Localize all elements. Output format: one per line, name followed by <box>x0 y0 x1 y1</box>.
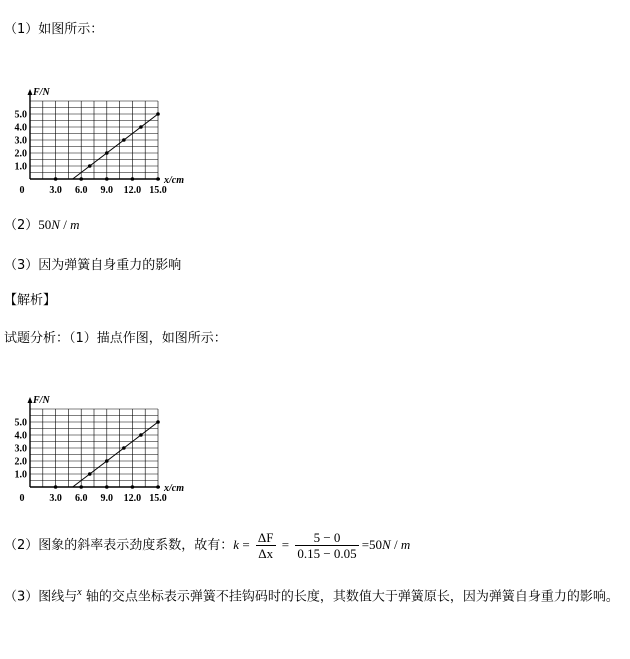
data-point <box>131 177 135 181</box>
force-extension-graph-2 <box>0 366 200 506</box>
y-axis-arrow <box>28 89 33 95</box>
x-axis-label: x/cm <box>164 175 184 186</box>
x-tick-label: 15.0 <box>149 185 167 196</box>
y-tick-label: 3.0 <box>14 443 27 455</box>
formula-frac1-numerator: ΔF <box>257 530 274 545</box>
data-point <box>139 433 143 437</box>
y-tick-label: 2.0 <box>14 456 27 468</box>
data-point <box>131 485 135 489</box>
data-point <box>156 485 160 489</box>
y-axis-arrow <box>28 397 33 403</box>
data-point <box>88 164 92 168</box>
answer-part2-unit-n: N <box>51 217 60 232</box>
analysis-part2 <box>4 528 410 563</box>
x-tick-label: 3.0 <box>49 185 62 196</box>
analysis-part3-b: 轴的交点坐标表示弹簧不挂钩码时的长度，其数值大于弹簧原长，因为弹簧自身重力的影响。 <box>81 589 619 605</box>
analysis-intro: 试题分析：（1）描点作图，如图所示： <box>4 331 227 346</box>
analysis-header: 【解析】 <box>4 293 57 308</box>
formula-frac2-denominator: 0.15 − 0.05 <box>297 546 357 561</box>
formula-fraction-2 <box>295 530 358 561</box>
analysis-part3 <box>4 585 626 604</box>
analysis-part3-a: （3）图线与 <box>4 589 78 605</box>
data-point <box>79 485 83 489</box>
x-axis-label: x/cm <box>164 483 184 494</box>
data-point <box>105 459 109 463</box>
y-axis-label: F/N <box>33 87 50 98</box>
answer-part2-value: 50 <box>38 217 52 232</box>
y-tick-label: 1.0 <box>14 161 27 173</box>
y-tick-label: 4.0 <box>14 122 27 134</box>
force-extension-graph-1 <box>0 58 200 198</box>
y-axis-label: F/N <box>33 395 50 406</box>
formula-frac2-numerator: 5 − 0 <box>295 530 358 546</box>
data-point <box>156 420 160 424</box>
data-point <box>79 177 83 181</box>
answer-chart <box>0 58 200 198</box>
x-tick-label: 3.0 <box>49 493 62 504</box>
analysis-part2-prefix: （2）图象的斜率表示劲度系数，故有： <box>4 538 234 553</box>
data-point <box>105 177 109 181</box>
y-tick-label: 2.0 <box>14 148 27 160</box>
formula-eq3: =50 <box>361 537 383 552</box>
formula-k: k <box>233 537 240 552</box>
data-point <box>54 177 58 181</box>
analysis-chart <box>0 366 200 506</box>
analysis-part3-x: x <box>77 587 82 598</box>
origin-label: 0 <box>19 185 25 196</box>
x-tick-label: 12.0 <box>123 493 142 504</box>
data-point <box>105 485 109 489</box>
formula-eq2: = <box>278 537 293 552</box>
x-tick-label: 6.0 <box>74 185 88 196</box>
data-point <box>122 138 126 142</box>
y-tick-label: 3.0 <box>14 135 27 147</box>
y-tick-label: 5.0 <box>14 109 27 121</box>
formula-frac1-denominator: Δx <box>258 546 274 561</box>
formula-fraction-1 <box>256 530 276 561</box>
formula-eq1: = <box>239 537 253 552</box>
origin-label: 0 <box>19 493 25 504</box>
x-tick-label: 12.0 <box>123 185 142 196</box>
x-tick-label: 15.0 <box>149 493 167 504</box>
y-tick-label: 1.0 <box>14 469 27 481</box>
data-point <box>122 446 126 450</box>
data-point <box>105 151 109 155</box>
x-tick-label: 9.0 <box>100 493 114 504</box>
formula-unit-m: m <box>400 537 411 552</box>
y-tick-label: 5.0 <box>14 417 27 429</box>
data-point <box>88 472 92 476</box>
data-point <box>156 112 160 116</box>
answer-part3: （3）因为弹簧自身重力的影响 <box>4 258 182 273</box>
data-point <box>156 177 160 181</box>
answer-part2-prefix: （2） <box>4 218 39 233</box>
answer-part2-unit-sep: / <box>59 217 71 232</box>
x-tick-label: 6.0 <box>74 493 88 504</box>
answer-part2 <box>4 217 79 234</box>
answer-part2-unit-m: m <box>70 217 80 232</box>
data-point <box>54 485 58 489</box>
formula-unit-sep: / <box>390 537 401 552</box>
y-tick-label: 4.0 <box>14 430 27 442</box>
formula-unit-n: N <box>382 537 391 552</box>
answer-part1: （1）如图所示： <box>4 22 104 37</box>
x-tick-label: 9.0 <box>100 185 114 196</box>
data-point <box>139 125 143 129</box>
